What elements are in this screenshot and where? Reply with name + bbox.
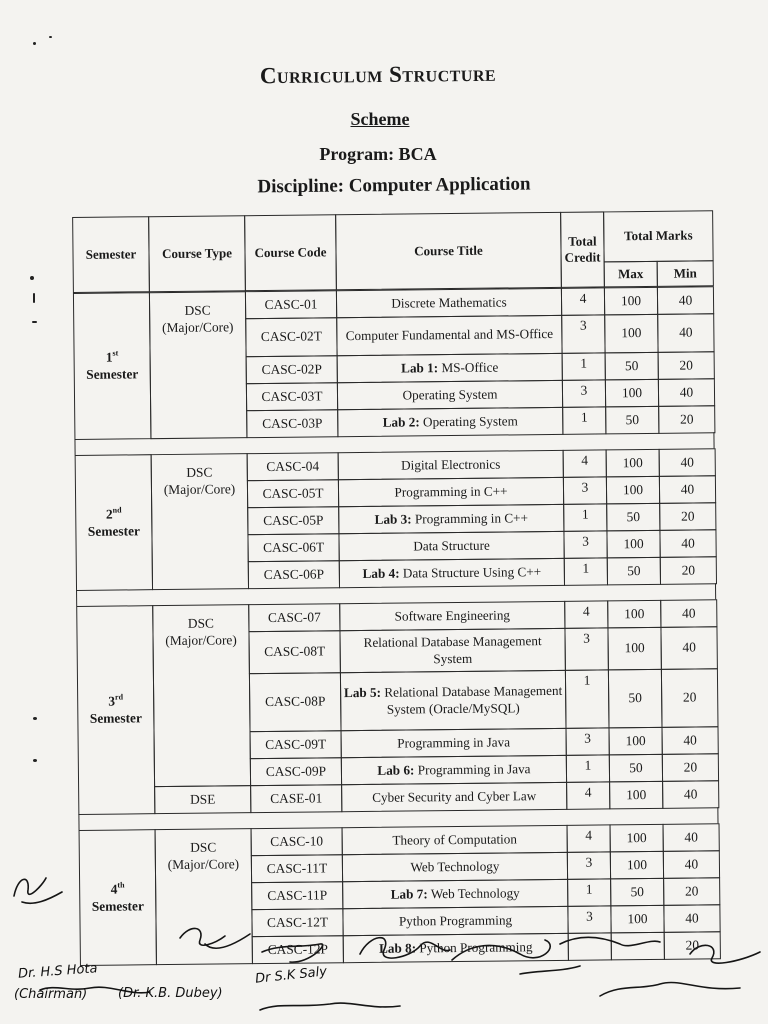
signature-member-dubey: (Dr. K.B. Dubey) xyxy=(118,986,223,1001)
course-title-cell xyxy=(341,755,567,785)
max-marks-cell: 100 xyxy=(607,600,661,629)
course-type-cell: DSE xyxy=(154,785,251,814)
max-marks-cell: 50 xyxy=(610,878,664,907)
program-heading: Program: BCA xyxy=(319,144,437,164)
course-title-cell: Computer Fundamental and MS-Office xyxy=(336,315,562,356)
course-title-text: Web Technology xyxy=(427,885,520,902)
credit-cell: 1 xyxy=(562,406,606,434)
scan-speck xyxy=(49,36,52,38)
course-title-text: Operating System xyxy=(419,413,518,430)
course-type-cell: DSC (Major/Core) xyxy=(155,828,253,965)
course-title-cell xyxy=(338,504,564,534)
semester-label: Semester xyxy=(89,710,142,726)
course-title-text: Programming in C++ xyxy=(411,509,529,527)
scan-speck xyxy=(30,276,34,280)
course-title-cell: Cyber Security and Cyber Law xyxy=(341,782,567,812)
course-title-cell: Python Programming xyxy=(342,906,568,936)
min-marks-cell: 40 xyxy=(662,780,719,809)
signature-member-saly: Dr S.K Saly xyxy=(254,964,328,987)
semester-ordinal: 3 xyxy=(108,693,116,709)
max-marks-cell: 100 xyxy=(610,851,664,880)
semester-ordinal-suffix: rd xyxy=(114,692,124,702)
semester-number xyxy=(106,349,119,367)
semester-ordinal-suffix: nd xyxy=(112,505,122,515)
course-code-cell: CASC-06T xyxy=(247,533,339,562)
scan-speck xyxy=(33,717,37,720)
course-title-cell xyxy=(339,558,565,588)
course-title-cell: Theory of Computation xyxy=(342,825,568,855)
lab-label: Lab 5: xyxy=(343,684,382,701)
course-code-cell: CASC-02P xyxy=(246,355,338,384)
max-marks-cell: 100 xyxy=(610,905,664,934)
credit-cell: 4 xyxy=(564,600,608,628)
course-title-text: MS-Office xyxy=(438,359,499,375)
course-code-cell: CASC-09P xyxy=(250,757,342,786)
course-title-cell: Programming in C++ xyxy=(338,477,564,507)
min-marks-cell: 40 xyxy=(663,823,720,852)
max-marks-cell: 100 xyxy=(606,476,660,505)
course-code-cell: CASC-12P xyxy=(252,935,344,964)
lab-label: Lab 1: xyxy=(401,359,439,376)
course-code-cell: CASC-11T xyxy=(251,854,343,883)
course-title-cell: Software Engineering xyxy=(339,601,565,631)
header-course-title: Course Title xyxy=(335,212,562,290)
max-marks-cell: 50 xyxy=(609,754,663,783)
course-code-cell: CASC-09T xyxy=(250,730,342,759)
max-marks-cell: 100 xyxy=(607,627,661,671)
lab-label: Lab 3: xyxy=(374,511,412,527)
course-code-cell: CASC-07 xyxy=(248,603,340,632)
max-marks-cell: 50 xyxy=(607,557,661,586)
header-total-marks: Total Marks xyxy=(603,210,714,262)
discipline-heading: Discipline: Computer Application xyxy=(257,173,531,198)
course-title-cell: Relational Database Management System xyxy=(339,628,565,673)
semester-label: Semester xyxy=(86,366,139,382)
course-title-cell xyxy=(342,879,568,909)
min-marks-cell: 40 xyxy=(660,626,717,670)
course-title-cell: Discrete Mathematics xyxy=(336,288,562,318)
signature-chairman-role: (Chairman) xyxy=(14,987,88,1002)
credit-cell: 3 xyxy=(564,627,608,670)
min-marks-cell: 20 xyxy=(658,405,715,434)
course-title-cell xyxy=(337,353,563,383)
min-marks-cell: 40 xyxy=(663,850,720,879)
credit-cell: 1 xyxy=(566,754,610,782)
min-marks-cell: 40 xyxy=(659,529,716,558)
course-code-cell: CASE-01 xyxy=(250,784,342,813)
max-marks-cell: 100 xyxy=(609,727,663,756)
header-semester: Semester xyxy=(72,216,150,293)
min-marks-cell: 20 xyxy=(660,556,717,585)
credit-cell: 1 xyxy=(563,503,607,531)
curriculum-table xyxy=(72,198,720,955)
semester-cell xyxy=(73,292,152,440)
credit-cell: 1 xyxy=(565,669,610,728)
course-title-text: Data Structure Using C++ xyxy=(399,563,542,581)
semester-number xyxy=(111,880,125,898)
max-marks-cell: 100 xyxy=(606,449,660,478)
course-code-cell: CASC-10 xyxy=(251,827,343,856)
header-total-credit: Total Credit xyxy=(560,211,605,287)
course-title-cell: Operating System xyxy=(337,380,563,410)
min-marks-cell: 40 xyxy=(657,286,714,315)
course-code-cell: CASC-01 xyxy=(245,290,337,319)
min-marks-cell: 40 xyxy=(658,378,715,407)
min-marks-cell: 20 xyxy=(664,931,721,960)
min-marks-cell: 40 xyxy=(659,448,716,477)
header-max: Max xyxy=(604,261,658,288)
min-marks-cell: 20 xyxy=(658,351,715,380)
semester-ordinal: 2 xyxy=(105,506,113,522)
course-title-cell xyxy=(337,407,563,437)
credit-cell: 3 xyxy=(561,314,605,353)
credit-cell: 3 xyxy=(567,905,611,933)
semester-number xyxy=(106,505,122,523)
course-code-cell: CASC-12T xyxy=(251,908,343,937)
course-type-cell: DSC (Major/Core) xyxy=(152,604,251,787)
credit-cell: 3 xyxy=(566,727,610,755)
course-code-cell: CASC-03P xyxy=(246,409,338,438)
min-marks-cell: 20 xyxy=(663,877,720,906)
course-code-cell: CASC-02T xyxy=(245,317,337,357)
min-marks-cell: 40 xyxy=(663,904,720,933)
credit-cell: 4 xyxy=(567,824,611,852)
max-marks-cell: 100 xyxy=(604,314,658,354)
signature-scribble-left xyxy=(8,866,68,916)
max-marks-cell: 100 xyxy=(605,379,659,408)
max-marks-cell: 50 xyxy=(605,406,659,435)
credit-cell: 4 xyxy=(566,781,610,809)
lab-label: Lab 4: xyxy=(362,565,400,581)
credit-cell: 3 xyxy=(562,379,606,407)
credit-cell: 3 xyxy=(563,476,607,504)
credit-cell: 1 xyxy=(564,557,608,585)
scan-speck xyxy=(33,42,36,45)
credit-cell: 4 xyxy=(563,449,607,477)
lab-label: Lab 7: xyxy=(390,886,428,902)
course-code-cell: CASC-11P xyxy=(251,881,343,910)
semester-cell xyxy=(76,605,155,815)
max-marks-cell: 50 xyxy=(608,669,663,729)
course-title-text: Relational Database Management System (Oracle/MySQL) xyxy=(380,682,563,717)
min-marks-cell: 20 xyxy=(661,668,719,728)
lab-label: Lab 8: xyxy=(378,940,417,956)
max-marks-cell: 50 xyxy=(605,352,659,381)
course-code-cell: CASC-03T xyxy=(246,382,338,411)
scan-speck xyxy=(33,759,37,762)
course-code-cell: CASC-08P xyxy=(249,672,342,732)
lab-label: Lab 2: xyxy=(382,414,420,430)
header-course-code: Course Code xyxy=(244,214,337,291)
header-min: Min xyxy=(657,260,714,287)
course-title-cell: Programming in Java xyxy=(341,728,567,758)
course-title-cell: Web Technology xyxy=(342,852,568,882)
scan-speck xyxy=(33,293,35,303)
max-marks-cell: 100 xyxy=(609,781,663,810)
signature-chairman: Dr. H.S Hota xyxy=(17,961,98,982)
semester-ordinal: 4 xyxy=(110,881,118,897)
course-type-cell: DSC (Major/Core) xyxy=(151,453,249,590)
min-marks-cell: 20 xyxy=(659,502,716,531)
course-title-text: Programming in Java xyxy=(414,760,531,778)
semester-number xyxy=(108,693,123,711)
course-title-cell xyxy=(340,670,567,731)
signature-scribbles xyxy=(0,914,768,1024)
credit-cell: 1 xyxy=(567,878,611,906)
course-code-cell: CASC-04 xyxy=(247,452,339,481)
max-marks-cell: 50 xyxy=(606,503,660,532)
min-marks-cell: 20 xyxy=(662,753,719,782)
scan-speck xyxy=(32,321,37,323)
course-title-cell: Data Structure xyxy=(338,531,564,561)
course-title-text: Python Programming xyxy=(415,938,533,956)
course-type-cell: DSC (Major/Core) xyxy=(149,291,248,439)
header-course-type: Course Type xyxy=(148,215,246,292)
course-code-cell: CASC-05T xyxy=(247,479,339,508)
course-code-cell: CASC-06P xyxy=(248,560,340,589)
credit-cell: 4 xyxy=(561,287,605,315)
semester-label: Semester xyxy=(91,897,144,914)
course-title-cell: Digital Electronics xyxy=(338,450,564,480)
semester-ordinal-suffix: st xyxy=(112,348,119,358)
credit-cell: 1 xyxy=(562,352,606,380)
min-marks-cell: 40 xyxy=(659,475,716,504)
min-marks-cell: 40 xyxy=(657,313,714,353)
semester-label: Semester xyxy=(87,522,141,539)
min-marks-cell: 40 xyxy=(661,726,718,755)
course-code-cell: CASC-05P xyxy=(247,506,339,535)
min-marks-cell: 40 xyxy=(660,599,717,628)
max-marks-cell: 100 xyxy=(604,287,658,316)
credit-cell: 3 xyxy=(567,851,611,879)
max-marks-cell: 100 xyxy=(610,824,664,853)
semester-ordinal: 1 xyxy=(105,349,113,365)
lab-label: Lab 6: xyxy=(377,762,415,778)
course-code-cell: CASC-08T xyxy=(248,630,340,674)
document-title: Curriculum Structure xyxy=(259,60,497,89)
semester-cell xyxy=(75,454,153,591)
semester-ordinal-suffix: th xyxy=(117,880,125,890)
scheme-heading: Scheme xyxy=(350,109,410,129)
max-marks-cell: 100 xyxy=(606,530,660,559)
credit-cell: 3 xyxy=(563,530,607,558)
